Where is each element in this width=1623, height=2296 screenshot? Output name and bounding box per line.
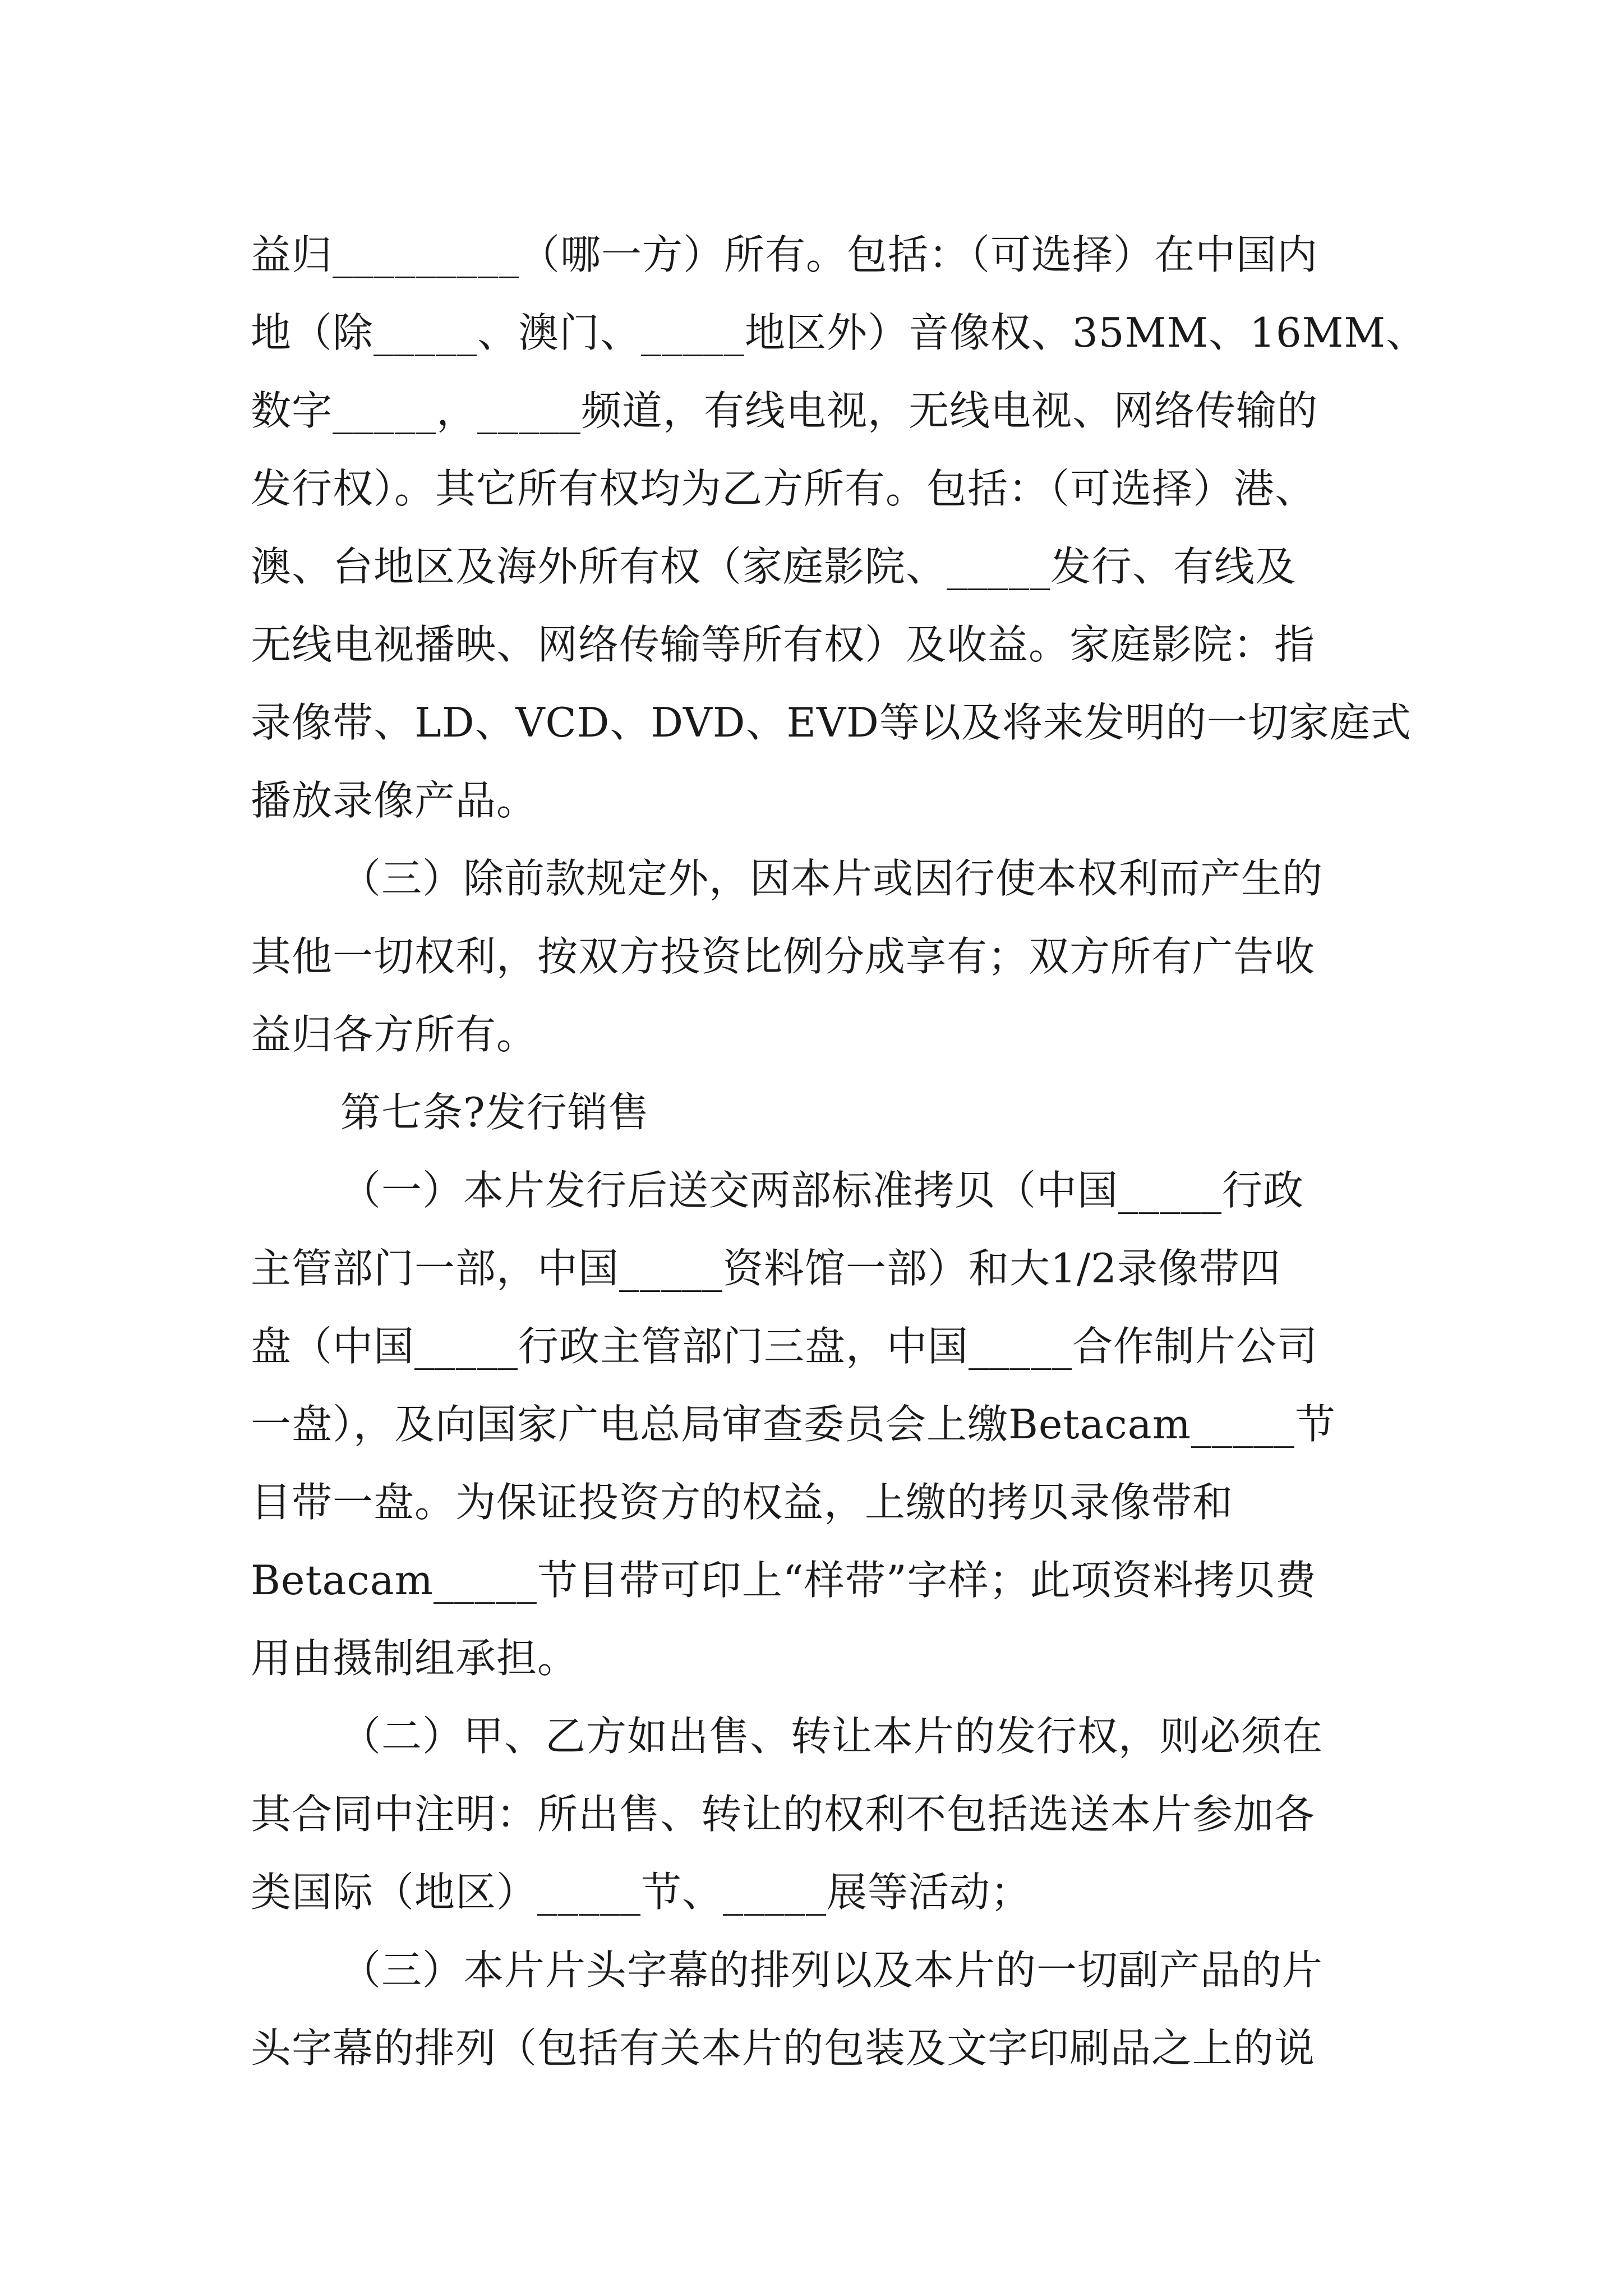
- text-line: 一盘），及向国家广电总局审查委员会上缴Betacam_____节: [251, 1401, 1336, 1448]
- text-line: 益归_________（哪一方）所有。包括：（可选择）在中国内: [251, 231, 1318, 278]
- paragraph-start-line: （三）除前款规定外，因本片或因行使本权利而产生的: [340, 855, 1324, 902]
- text-line: 澳、台地区及海外所有权（家庭影院、_____发行、有线及: [251, 543, 1297, 590]
- text-line: 益归各方所有。: [251, 1011, 538, 1058]
- text-line: 类国际（地区）_____节、_____展等活动；: [251, 1869, 1032, 1916]
- text-line: 录像带、LD、VCD、DVD、EVD等以及将来发明的一切家庭式: [251, 699, 1412, 746]
- text-line: 用由摄制组承担。: [251, 1635, 579, 1682]
- text-line: Betacam_____节目带可印上“样带”字样；此项资料拷贝费: [251, 1557, 1317, 1604]
- text-line: 盘（中国_____行政主管部门三盘，中国_____合作制片公司: [251, 1323, 1318, 1370]
- text-line: 其合同中注明：所出售、转让的权利不包括选送本片参加各: [251, 1791, 1316, 1838]
- article-heading: 第七条?发行销售: [340, 1089, 649, 1136]
- paragraph-start-line: （一）本片发行后送交两部标准拷贝（中国_____行政: [340, 1167, 1304, 1214]
- text-line: 其他一切权利，按双方投资比例分成享有；双方所有广告收: [251, 933, 1316, 980]
- paragraph-start-line: （二）甲、乙方如出售、转让本片的发行权，则必须在: [340, 1713, 1324, 1760]
- text-line: 无线电视播映、网络传输等所有权）及收益。家庭影院：指: [251, 621, 1316, 668]
- paragraph-start-line: （三）本片片头字幕的排列以及本片的一切副产品的片: [340, 1947, 1324, 1994]
- document-body: [251, 216, 1427, 2087]
- text-line: 主管部门一部，中国_____资料馆一部）和大1/2录像带四: [251, 1245, 1281, 1292]
- text-line: 目带一盘。为保证投资方的权益，上缴的拷贝录像带和: [251, 1479, 1234, 1526]
- text-line: 数字_____，_____频道，有线电视，无线电视、网络传输的: [251, 387, 1318, 434]
- text-line: 地（除_____、澳门、_____地区外）音像权、35MM、16MM、: [251, 309, 1427, 356]
- text-line: 播放录像产品。: [251, 777, 538, 824]
- text-line: 头字幕的排列（包括有关本片的包装及文字印刷品之上的说: [251, 2024, 1316, 2072]
- text-line: 发行权）。其它所有权均为乙方所有。包括：（可选择）港、: [251, 465, 1316, 512]
